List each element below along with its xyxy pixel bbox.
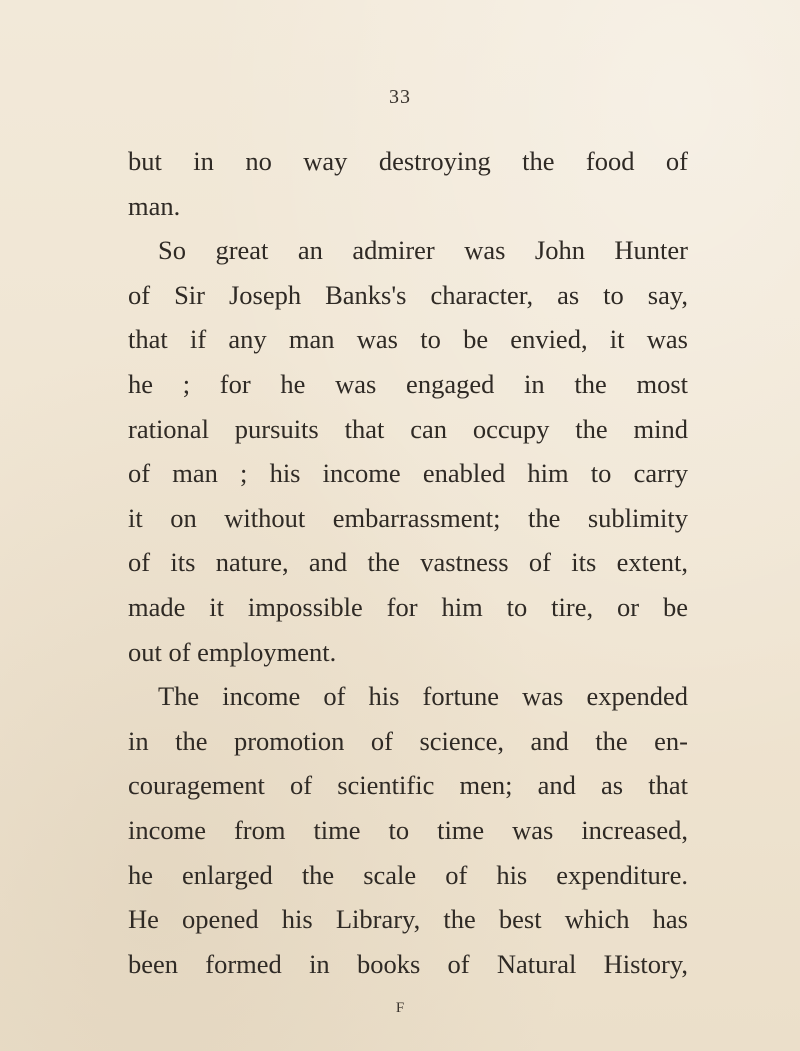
text-line: He opened his Library, the best which has [128, 904, 688, 935]
text-line: in the promotion of science, and the en- [128, 725, 688, 756]
body-text [128, 139, 688, 986]
text-line: rational pursuits that can occupy the mind [128, 413, 688, 444]
text-line: of Sir Joseph Banks's character, as to say, [128, 279, 688, 310]
text-line: he ; for he was engaged in the most [128, 368, 688, 399]
text-line: that if any man was to be envied, it was [128, 324, 688, 355]
signature-mark: F [395, 1000, 405, 1016]
text-line: of man ; his income enabled him to carry [128, 458, 688, 489]
text-line: So great an admirer was John Hunter [158, 235, 688, 266]
text-line: couragement of scientific men; and as that [128, 770, 688, 801]
text-line: he enlarged the scale of his expenditure. [128, 859, 688, 890]
text-line: been formed in books of Natural History, [128, 948, 688, 979]
text-line: out of employment. [128, 636, 337, 667]
text-line: it on without embarrassment; the sublimity [128, 502, 688, 533]
page-number: 33 [389, 86, 411, 108]
text-line: made it impossible for him to tire, or be [128, 591, 688, 622]
text-line: income from time to time was increased, [128, 814, 688, 845]
text-line: man. [128, 190, 181, 221]
text-line: The income of his fortune was expended [158, 681, 688, 712]
text-line: of its nature, and the vastness of its extent, [128, 547, 688, 578]
text-line: but in no way destroying the food of [128, 146, 688, 176]
